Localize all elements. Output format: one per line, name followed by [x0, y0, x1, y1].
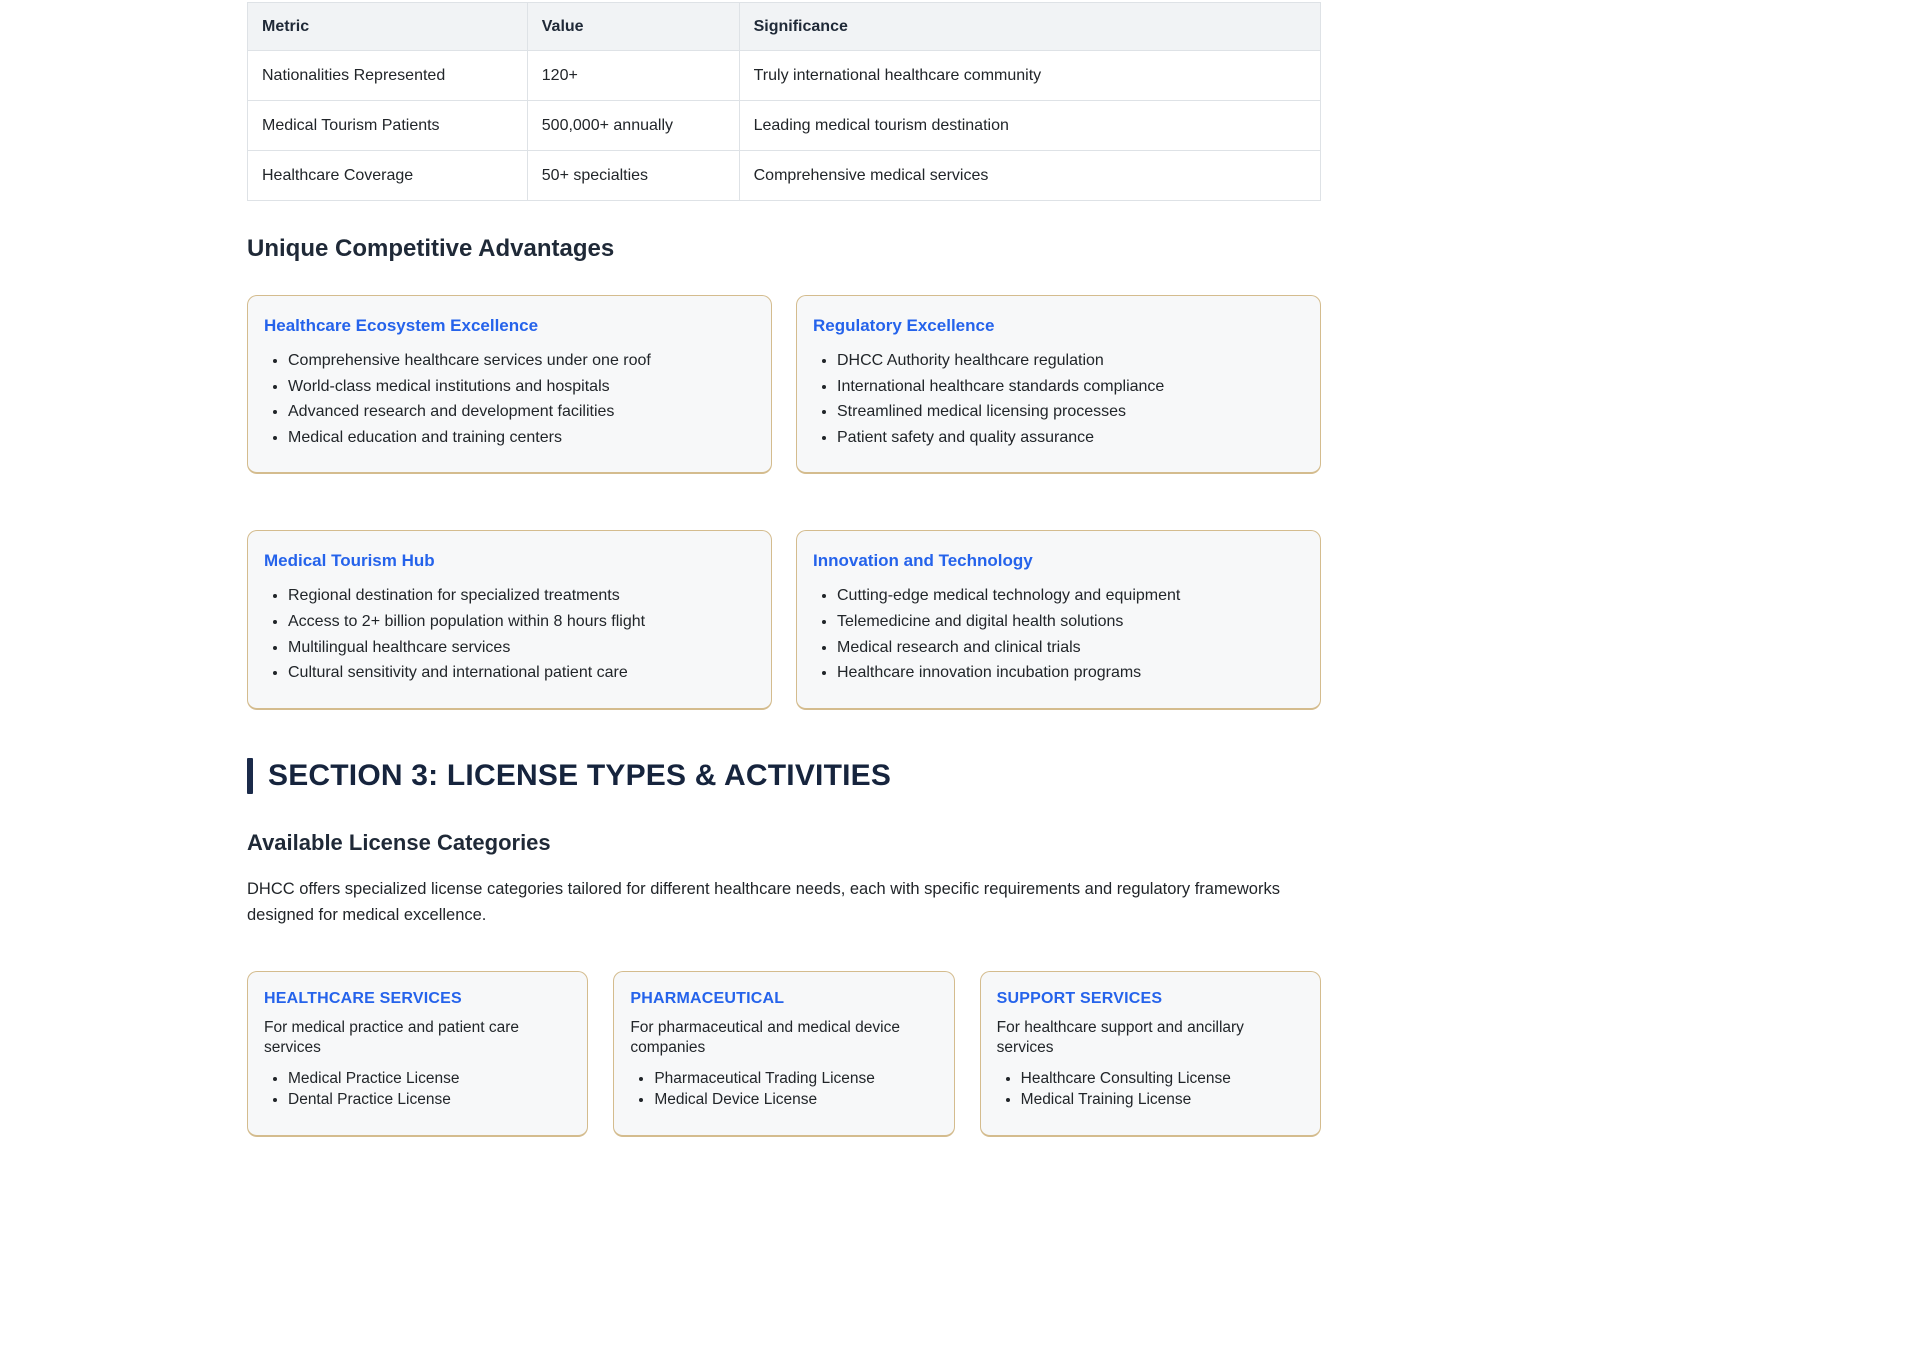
advantages-grid [247, 295, 1321, 710]
table-cell: 500,000+ annually [527, 101, 739, 151]
available-license-categories-heading: Available License Categories [247, 829, 551, 855]
bullet-item: • Medical research and clinical trials [837, 635, 1304, 661]
card-description: For pharmaceutical and medical device companies [630, 1018, 900, 1057]
section-accent-bar [247, 758, 253, 794]
card-bullet-list [264, 348, 755, 450]
bullet-item: • Telemedicine and digital health solutions [837, 609, 1304, 635]
bullet-item: • Patient safety and quality assurance [837, 425, 1304, 451]
bullet-item: • Healthcare innovation incubation programs [837, 660, 1304, 686]
advantage-card-regulatory [796, 295, 1321, 474]
section-3-title: SECTION 3: LICENSE TYPES & ACTIVITIES [268, 758, 892, 792]
advantages-heading: Unique Competitive Advantages [247, 235, 615, 262]
card-title: Regulatory Excellence [813, 316, 995, 335]
table-row [248, 151, 1321, 201]
bullet-item: • Cutting-edge medical technology and equipment [837, 583, 1304, 609]
card-bullet-list [813, 583, 1304, 685]
table-cell: Healthcare Coverage [248, 151, 528, 201]
bullet-item: • Pharmaceutical Trading License [654, 1069, 937, 1090]
bullet-item: • Medical Practice License [288, 1069, 571, 1090]
bullet-item: • Access to 2+ billion population within 8 hours flight [288, 609, 755, 635]
table-cell: Truly international healthcare community [739, 51, 1320, 101]
license-categories-intro: DHCC offers specialized license categories tailored for different healthcare needs, each with specific requirements and regulatory frameworks designed for medical excellence. [247, 879, 1280, 925]
card-bullet-list [813, 348, 1304, 450]
license-categories-grid [247, 971, 1321, 1138]
table-cell: Comprehensive medical services [739, 151, 1320, 201]
bullet-item: • International healthcare standards compliance [837, 374, 1304, 400]
table-cell: Leading medical tourism destination [739, 101, 1320, 151]
card-title: PHARMACEUTICAL [630, 989, 785, 1007]
bullet-item: • Advanced research and development facilities [288, 399, 755, 425]
bullet-item: • Medical Training License [1021, 1090, 1304, 1111]
table-header-significance: Significance [739, 3, 1320, 51]
bullet-item: • Healthcare Consulting License [1021, 1069, 1304, 1090]
card-bullet-list [264, 583, 755, 685]
bullet-item: • Medical education and training centers [288, 425, 755, 451]
table-row [248, 101, 1321, 151]
bullet-item: • DHCC Authority healthcare regulation [837, 348, 1304, 374]
card-bullet-list [264, 1069, 571, 1111]
advantage-card-innovation [796, 530, 1321, 709]
bullet-item: • Regional destination for specialized treatments [288, 583, 755, 609]
bullet-item: • Medical Device License [654, 1090, 937, 1111]
card-title: Innovation and Technology [813, 551, 1033, 571]
table-cell: 120+ [527, 51, 739, 101]
advantage-card-healthcare-ecosystem [247, 295, 772, 474]
table-header-value: Value [527, 3, 739, 51]
card-title: SUPPORT SERVICES [996, 989, 1163, 1007]
bullet-item: • World-class medical institutions and hospitals [288, 374, 755, 400]
bullet-item: • Streamlined medical licensing processes [837, 399, 1304, 425]
card-description: For healthcare support and ancillary services [996, 1018, 1244, 1057]
license-card-healthcare-services [247, 971, 588, 1138]
license-card-support-services [980, 971, 1321, 1138]
table-header-metric: Metric [248, 3, 528, 51]
bullet-item: • Dental Practice License [288, 1090, 571, 1111]
table-cell: 50+ specialties [527, 151, 739, 201]
table-row [248, 51, 1321, 101]
table-cell: Nationalities Represented [248, 51, 528, 101]
table-cell: Medical Tourism Patients [248, 101, 528, 151]
card-title: HEALTHCARE SERVICES [264, 989, 462, 1007]
stats-table [247, 2, 1321, 201]
advantage-card-medical-tourism [247, 530, 772, 709]
bullet-item: • Cultural sensitivity and international patient care [288, 660, 755, 686]
license-card-pharmaceutical [613, 971, 954, 1138]
card-title: Healthcare Ecosystem Excellence [264, 316, 539, 335]
bullet-item: • Multilingual healthcare services [288, 635, 755, 661]
section-3-heading-block [247, 758, 1321, 794]
card-title: Medical Tourism Hub [264, 551, 435, 571]
document-content [247, 0, 1321, 1137]
card-description: For medical practice and patient care services [264, 1018, 520, 1057]
bullet-item: • Comprehensive healthcare services under one roof [288, 348, 755, 374]
table-header-row [248, 3, 1321, 51]
card-bullet-list [997, 1069, 1304, 1111]
card-bullet-list [630, 1069, 937, 1111]
